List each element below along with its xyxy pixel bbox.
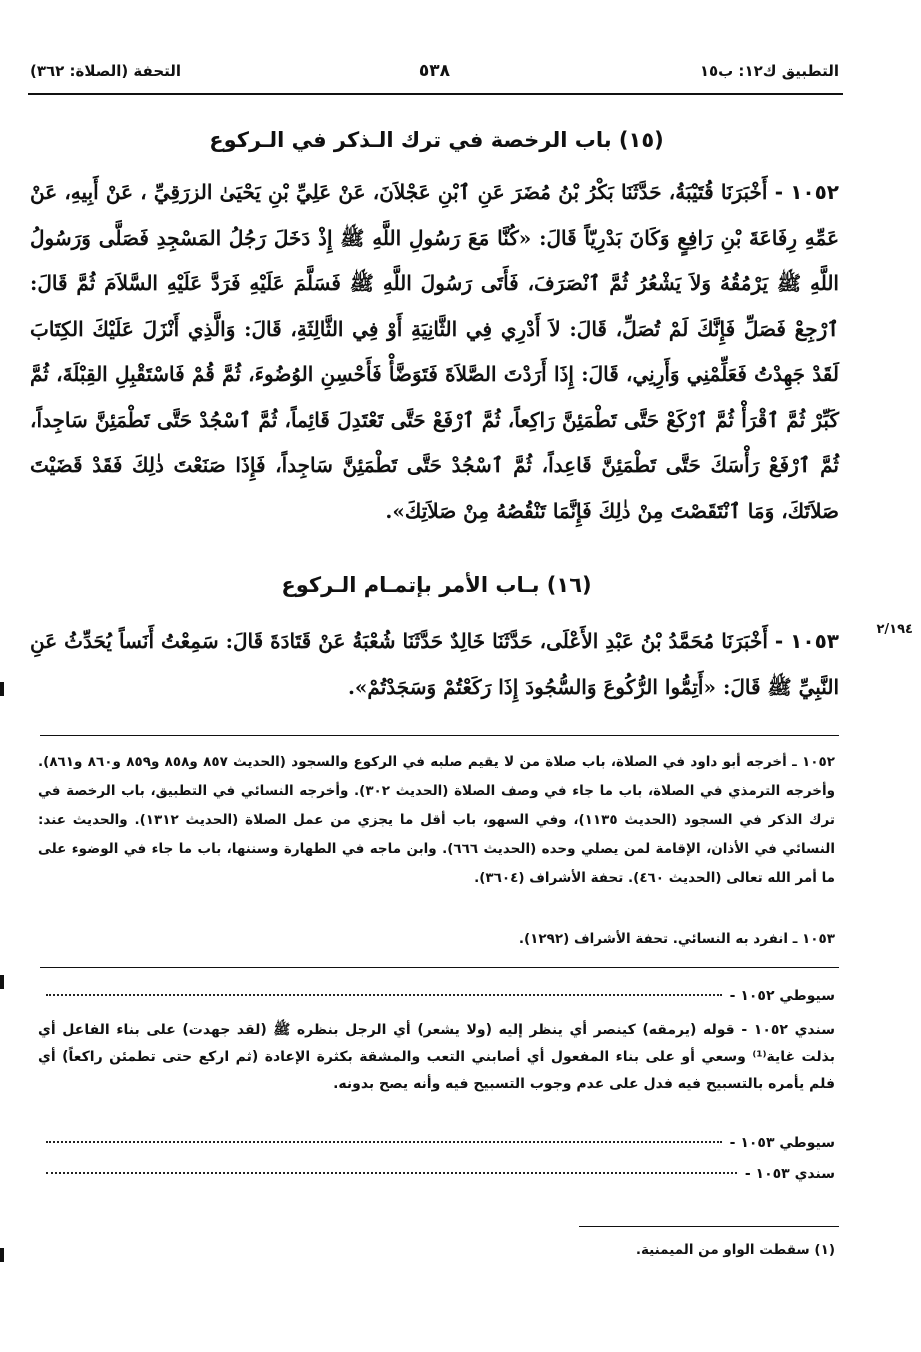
dotted-leader <box>46 1140 722 1143</box>
hadith-number: ١٠٥٣ - <box>774 629 839 653</box>
suyuti-1053 <box>38 1135 835 1151</box>
edge-mark <box>0 1248 4 1262</box>
notes-rule <box>40 735 839 736</box>
header-rule <box>28 93 843 95</box>
chapter-heading-16: (١٦) بـاب الأمر بإتمـام الـركوع <box>281 573 592 597</box>
takhrij-1053: ١٠٥٣ ـ انفرد به النسائي. تحفة الأشراف (١٢٩٢). <box>518 931 835 947</box>
suyuti-1052 <box>38 988 835 1004</box>
chapter-heading-15: (١٥) باب الرخصة في ترك الـذكر في الـركوع <box>209 128 664 152</box>
sindi-label: سندي ١٠٥٣ - <box>744 1166 835 1182</box>
hadith-1053 <box>30 619 839 710</box>
header-right: التطبيق ك١٢: ب١٥ <box>699 62 839 80</box>
hadith-text: أَخْبَرَنَا قُتَيْبَةُ، حَدَّثَنَا بَكْرُ بْنُ مُضَرَ عَنِ ٱبْنِ عَجْلاَنَ، عَنْ عَلِيِّ بْنِ يَحْيَىٰ الزرَقِيِّ ، عَنْ أَبِيهِ، عَنْ عَمِّهِ رِفَاعَةَ بْنِ رَافِعٍ وَكَانَ بَدْرِيّاً قَالَ: «كُنَّا مَعَ رَسُولِ اللَّهِ ﷺ إِذْ دَخَلَ رَجُلُ المَسْجِدِ فَصَلَّى وَرَسُولُ اللَّهِ ﷺ يَرْمُقُهُ وَلاَ يَشْعُرُ ثُمَّ ٱنْصَرَفَ، فَأَتَى رَسُولَ اللَّهِ ﷺ فَسَلَّمَ عَلَيْهِ فَرَدَّ عَلَيْهِ السَّلاَمَ ثُمَّ قَالَ: ٱرْجِعْ فَصَلِّ فَإِنَّكَ لَمْ تُصَلِّ، قَالَ: لاَ أَدْرِي فِي الثَّانِيَةِ أَوْ فِي الثَّالِثَةِ، قَالَ: وَالَّذِي أَنْزَلَ عَلَيْكَ الكِتَابَ لَقَدْ جَهِدْتُ فَعَلِّمْنِي وَأَرِنِي، قَالَ: إِذَا أَرَدْتَ الصَّلاَةَ فَتَوَضَّأْ فَأَحْسِنِ الوُضُوءَ، ثُمَّ قُمْ فَاسْتَقْبِلِ القِبْلَةَ، ثُمَّ كَبِّرْ ثُمَّ ٱقْرَأْ ثُمَّ ٱرْكَعْ حَتَّى تَطْمَئِنَّ رَاكِعاً، ثُمَّ ٱرْفَعْ حَتَّى تَعْتَدِلَ قَائِماً، ثُمَّ ٱسْجُدْ حَتَّى تَطْمَئِنَّ سَاجِداً، ثُمَّ ٱرْفَعْ رَأْسَكَ حَتَّى تَطْمَئِنَّ قَاعِداً، ثُمَّ ٱسْجُدْ حَتَّى تَطْمَئِنَّ سَاجِداً، فَإِذَا صَنَعْتَ ذٰلِكَ فَقَدْ قَضَيْتَ صَلاَتَكَ، وَمَا ٱنْتَقَصْتَ مِنْ ذٰلِكَ فَإِنَّمَا تَنْقُصُهُ مِنْ صَلاَتِكَ». <box>30 180 839 523</box>
dotted-leader <box>46 1171 737 1174</box>
header-left: التحفة (الصلاة: ٣٦٢) <box>30 62 182 80</box>
suyuti-label: سيوطي ١٠٥٢ - <box>729 988 835 1004</box>
suyuti-label: سيوطي ١٠٥٣ - <box>729 1135 835 1151</box>
sindi-1053 <box>38 1166 835 1182</box>
hadith-text: أَخْبَرَنَا مُحَمَّدُ بْنُ عَبْدِ الأَعْلَى، حَدَّثَنَا خَالِدٌ حَدَّثَنَا شُعْبَةُ عَنْ قَتَادَةَ قَالَ: سَمِعْتُ أَنَساً يُحَدِّثُ عَنِ النَّبِيِّ ﷺ قَالَ: «أَتِمُّوا الرُّكُوعَ وَالسُّجُودَ إِذَا رَكَعْتُمْ وَسَجَدْتُمْ». <box>30 629 839 699</box>
edge-mark <box>0 975 4 989</box>
dotted-leader <box>46 993 722 996</box>
takhrij-1052: ١٠٥٢ ـ أخرجه أبو داود في الصلاة، باب صلاة من لا يقيم صلبه في الركوع والسجود (الحديث ٨٥٧ و٨٥٨ و٨٥٩ و٨٦٠ و٨٦١). وأخرجه الترمذي في الصلاة، باب ما جاء في وصف الصلاة (الحديث ٣٠٢). وأخرجه النسائي في التطبيق، باب الرخصة في ترك الذكر في السجود (الحديث ١١٣٥)، وفي السهو، باب أقل ما يجزي من عمل الصلاة (الحديث ١٣١٢). والحديث عند: النسائي في الأذان، الإقامة لمن يصلي وحده (الحديث ٦٦٦). وابن ماجه في الطهارة وسننها، باب ما جاء في الوضوء على ما أمر الله تعالى (الحديث ٤٦٠). تحفة الأشراف (٣٦٠٤). <box>38 754 835 886</box>
running-header <box>30 58 839 84</box>
margin-reference: ٢/١٩٤ <box>876 622 913 637</box>
page-number: ٥٣٨ <box>418 61 451 81</box>
commentary-rule <box>40 967 839 968</box>
hadith-number: ١٠٥٢ - <box>774 180 840 204</box>
footnote-rule <box>579 1226 839 1227</box>
footnote: (١) سقطت الواو من الميمنية. <box>635 1242 835 1258</box>
sindi-1052: سندي ١٠٥٢ - قوله (يرمقه) كينصر أي ينظر إليه (ولا يشعر) أي الرجل بنظره ﷺ (لقد جهدت) على بناء الفاعل أي بذلت غاية⁽¹⁾ وسعي أو على بناء المفعول أي أصابني التعب والمشقة بكثرة الإعادة (ثم اركع حتى تطمئن راكعاً) أي فلم يأمره بالتسبيح فيه فدل على عدم وجوب التسبيح فيه وأنه يصح بدونه. <box>38 1022 835 1092</box>
hadith-1052 <box>30 170 839 534</box>
edge-mark <box>0 682 4 696</box>
